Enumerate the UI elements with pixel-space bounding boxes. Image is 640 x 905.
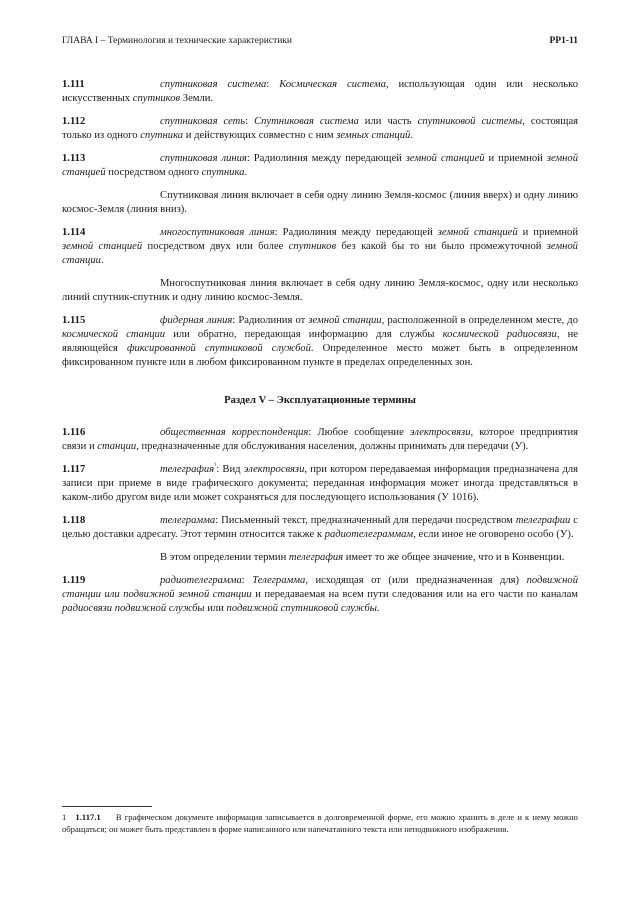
defined-term: телеграфии	[515, 515, 571, 526]
definition-text: : Вид	[216, 464, 244, 475]
page-header	[62, 36, 578, 46]
defined-term: спутниковая сеть	[160, 116, 246, 127]
entry-definition	[62, 78, 578, 106]
term-entry	[62, 426, 578, 454]
definition-text: , не являющейся	[62, 329, 578, 354]
entry-definition	[62, 115, 578, 143]
page-code: РР1-11	[549, 36, 578, 46]
entry-number: 1.117	[62, 464, 86, 475]
term-entry	[62, 574, 578, 616]
definition-text: и приемной	[517, 227, 578, 238]
entry-number: 1.118	[62, 515, 86, 526]
definition-text: В этом определении термин	[160, 552, 289, 563]
definition-text: :	[266, 79, 280, 90]
defined-term: земной станцией	[62, 153, 578, 178]
entries-operational-satellite	[62, 78, 578, 370]
defined-term: многоспутниковая линия	[160, 227, 275, 238]
defined-term: спутниковой системы	[417, 116, 523, 127]
definition-text: , исходящая от (или предназначенная для)	[305, 575, 527, 586]
definition-text: : Радиолиния между передающей	[246, 153, 406, 164]
defined-term: радиосвязи подвижной службы	[62, 603, 205, 614]
defined-term: спутников	[288, 241, 337, 252]
defined-term: телеграмма	[160, 515, 216, 526]
term-entry	[62, 314, 578, 370]
entry-definition	[62, 226, 578, 268]
definition-text: и передаваемая на всем пути следования или на его части по каналам	[251, 589, 578, 600]
definition-text: .	[244, 167, 248, 178]
definition-text: Земли.	[180, 93, 214, 104]
footnote-text: В графическом документе информация записывается в долговременной форме, его можно хранить в деле и к нему можно обращаться; он может быть представлен в форме написанного или напечатанного текста или неподвижного изображения.	[62, 812, 578, 834]
definition-text: или часть	[358, 116, 418, 127]
defined-term: спутника	[201, 167, 245, 178]
entry-note: Многоспутниковая линия включает в себя одну линию Земля-космос, одну или несколько линий спутник-спутник и одну линию космос-Земля.	[62, 278, 578, 303]
entry-note	[62, 551, 578, 565]
definition-text: . Определенное место может быть в определенном фиксированном пункте или в любом фиксированном пункте в пределах определенных зон.	[62, 343, 579, 368]
definition-text: , при котором передаваемая информация предназначена для записи при приеме в виде графического документа; переданная информация может иногда представляться в каком-либо другом виде или может сохраняться для последующего использования (У 1016).	[62, 464, 579, 503]
document-body	[62, 78, 578, 625]
defined-term: Космическая система	[279, 79, 386, 90]
footnote-ref: 1.117.1	[75, 812, 101, 822]
defined-term: земной станции	[308, 315, 382, 326]
entry-number: 1.112	[62, 116, 86, 127]
term-entry	[62, 226, 578, 268]
definition-text: и приемной	[484, 153, 547, 164]
entry-definition	[62, 574, 578, 616]
entry-number: 1.119	[62, 575, 86, 586]
term-entry	[62, 115, 578, 143]
definition-text: посредством одного	[105, 167, 202, 178]
term-entry	[62, 463, 578, 505]
definition-text: , которое предприятия связи и	[62, 427, 578, 452]
definition-text: .	[376, 603, 380, 614]
definition-text: : Радиолиния между передающей	[274, 227, 438, 238]
defined-term: земной станции	[62, 241, 578, 266]
defined-term: земной станцией	[437, 227, 518, 238]
definition-text: или	[204, 603, 227, 614]
defined-term: радиотелеграммам	[324, 529, 414, 540]
section-title: Раздел V – Эксплуатационные термины	[224, 395, 416, 406]
definition-text: :	[241, 575, 253, 586]
defined-term: телеграфия	[288, 552, 344, 563]
definition-text: , расположенной в определенном месте, до	[381, 315, 578, 326]
term-entry	[62, 152, 578, 180]
entry-number: 1.113	[62, 153, 86, 164]
defined-term: электросвязи	[409, 427, 471, 438]
defined-term: электросвязи	[243, 464, 305, 475]
definition-text: и действующих совместно с ним	[183, 130, 337, 141]
definition-text: или обратно, передающая информацию для службы	[165, 329, 443, 340]
entry-definition	[62, 152, 578, 180]
entry-number: 1.111	[62, 79, 85, 90]
definition-text: , предназначенные для обслуживания населения, должны принимать для передачи (У).	[136, 441, 529, 452]
definition-text: : Радиолиния от	[232, 315, 309, 326]
definition-text: : Любое сообщение	[308, 427, 410, 438]
defined-term: подвижной спутниковой службы	[226, 603, 377, 614]
entry-definition	[62, 463, 578, 505]
definition-text: , использующая один или несколько искусственных	[62, 79, 579, 104]
footnote	[62, 811, 578, 835]
defined-term: общественная корреспонденция	[160, 427, 309, 438]
definition-text: без какой бы то ни было промежуточной	[336, 241, 547, 252]
definition-text: : Письменный текст, предназначенный для передачи посредством	[215, 515, 516, 526]
definition-text: посредством двух или более	[142, 241, 289, 252]
entries-operational-terms	[62, 426, 578, 616]
defined-term: космической радиосвязи	[442, 329, 557, 340]
defined-term: земной станцией	[62, 241, 143, 252]
defined-term: космической станции	[62, 329, 166, 340]
defined-term: радиотелеграмма	[160, 575, 242, 586]
term-entry	[62, 514, 578, 542]
definition-text: .	[100, 255, 104, 266]
footnote-marker: 1	[62, 812, 67, 822]
defined-term: телеграфия	[160, 464, 215, 475]
entry-definition	[62, 314, 578, 370]
entry-definition	[62, 426, 578, 454]
defined-term: Спутниковая система	[254, 116, 359, 127]
defined-term: фиксированной спутниковой службой	[126, 343, 311, 354]
definition-text: , состоящая только из одного	[62, 116, 579, 141]
definition-text: с целью доставки адресату. Этот термин относится также к	[62, 515, 578, 540]
defined-term: фидерная линия	[160, 315, 233, 326]
entry-note: Спутниковая линия включает в себя одну линию Земля-космос (линия вверх) и одну линию космос-Земля (линия вниз).	[62, 190, 578, 215]
defined-term: земной станцией	[405, 153, 485, 164]
definition-text: имеет то же общее значение, что и в Конвенции.	[343, 552, 565, 563]
chapter-title: ГЛАВА I – Терминология и технические характеристики	[62, 36, 293, 46]
defined-term: подвижной станции или подвижной земной станции	[62, 575, 578, 600]
defined-term: Телеграмма	[252, 575, 306, 586]
defined-term: станции	[97, 441, 137, 452]
definition-text: :	[245, 116, 255, 127]
defined-term: спутника	[140, 130, 184, 141]
entry-number: 1.115	[62, 315, 86, 326]
footnote-rule	[62, 806, 152, 807]
entry-definition	[62, 514, 578, 542]
defined-term: земных станций	[336, 130, 411, 141]
defined-term: спутниковая система	[160, 79, 267, 90]
entry-number: 1.114	[62, 227, 86, 238]
defined-term: спутниковая линия	[160, 153, 247, 164]
definition-text: ¹	[214, 461, 217, 470]
entry-number: 1.116	[62, 427, 86, 438]
defined-term: спутников	[132, 93, 181, 104]
term-entry	[62, 78, 578, 106]
definition-text: .	[410, 130, 413, 141]
definition-text: , если иное не оговорено особо (У).	[413, 529, 574, 540]
